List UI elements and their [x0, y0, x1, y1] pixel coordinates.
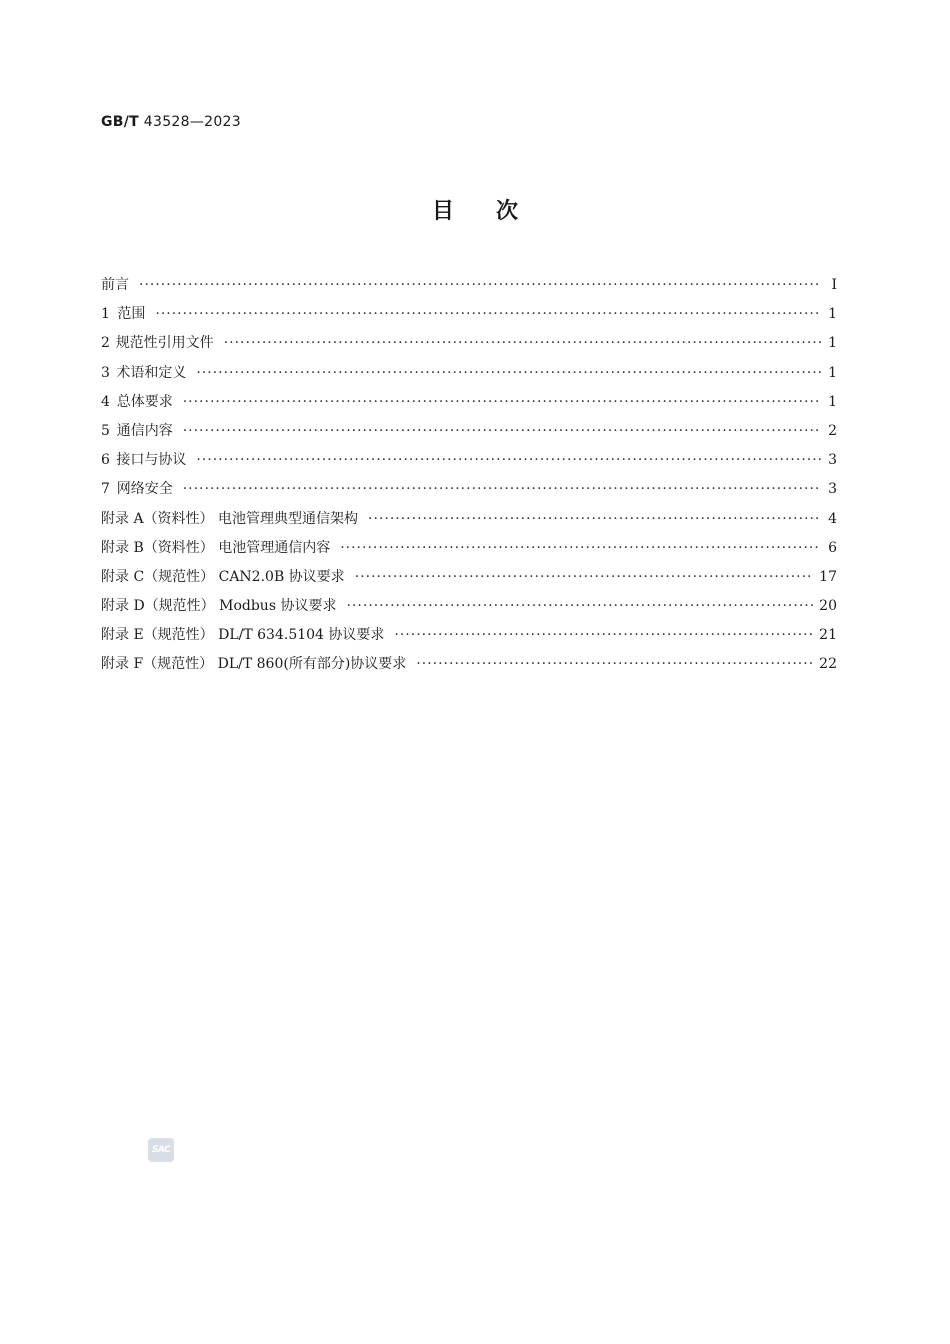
toc-leader-dots: [355, 563, 813, 592]
toc-entry-label: 附录 E（规范性） DL/T 634.5104 协议要求: [101, 627, 385, 644]
toc-entry-label: 规范性引用文件: [115, 335, 214, 352]
toc-leader-dots: [394, 621, 813, 650]
toc-leader-dots: [340, 534, 821, 563]
toc-entry-number: 1: [101, 306, 110, 323]
toc-entry-label: 附录 B（资料性） 电池管理通信内容: [101, 539, 331, 556]
toc-entry-page: 1: [828, 306, 837, 323]
toc-entry-page: 4: [828, 510, 837, 527]
toc-entry-page: 3: [828, 481, 837, 498]
toc-title: 目次: [431, 199, 560, 224]
table-of-contents: [101, 271, 837, 680]
toc-entry-label: 总体要求: [116, 393, 173, 410]
toc-entry-label: 网络安全: [116, 481, 173, 498]
toc-entry-page: 17: [819, 568, 837, 585]
toc-entry-label: 附录 C（规范性） CAN2.0B 协议要求: [101, 568, 345, 585]
toc-leader-dots: [196, 359, 821, 388]
toc-entry-number: 7: [101, 481, 110, 498]
document-code: [101, 114, 241, 130]
toc-entry-foreword[interactable]: [101, 271, 837, 300]
toc-entry-label: 通信内容: [116, 422, 173, 439]
toc-entry-appendix-c[interactable]: [101, 563, 837, 592]
toc-entry-label: 范围: [117, 306, 146, 323]
toc-entry-page: 1: [828, 335, 837, 352]
toc-entry-appendix-d[interactable]: [101, 592, 837, 621]
toc-entry-number: 6: [101, 452, 110, 469]
toc-entry-page: 22: [819, 656, 837, 673]
toc-entry-7[interactable]: [101, 475, 837, 504]
toc-entry-label: 附录 A（资料性） 电池管理典型通信架构: [101, 510, 359, 527]
toc-entry-page: 6: [828, 539, 837, 556]
toc-entry-1[interactable]: [101, 300, 837, 329]
toc-entry-label: 附录 F（规范性） DL/T 860(所有部分)协议要求: [101, 656, 407, 673]
toc-entry-5[interactable]: [101, 417, 837, 446]
document-code-prefix: GB/T: [101, 114, 140, 130]
toc-entry-page: 3: [828, 452, 837, 469]
toc-leader-dots: [196, 446, 821, 475]
toc-entry-page: 2: [828, 422, 837, 439]
toc-leader-dots: [183, 475, 821, 504]
toc-leader-dots: [183, 417, 821, 446]
sac-logo-icon: SAC: [148, 1138, 174, 1162]
toc-leader-dots: [155, 300, 821, 329]
toc-entry-4[interactable]: [101, 388, 837, 417]
toc-entry-appendix-e[interactable]: [101, 621, 837, 650]
toc-entry-6[interactable]: [101, 446, 837, 475]
toc-entry-page: 21: [819, 627, 837, 644]
toc-leader-dots: [224, 329, 821, 358]
toc-entry-appendix-f[interactable]: [101, 650, 837, 679]
toc-leader-dots: [368, 505, 821, 534]
toc-entry-page: 1: [828, 393, 837, 410]
toc-leader-dots: [346, 592, 813, 621]
toc-entry-label: 附录 D（规范性） Modbus 协议要求: [101, 598, 337, 615]
toc-entry-page: 1: [828, 364, 837, 381]
toc-entry-2[interactable]: [101, 329, 837, 358]
toc-entry-number: 3: [101, 364, 110, 381]
toc-leader-dots: [416, 650, 813, 679]
toc-entry-number: 5: [101, 422, 110, 439]
document-code-number: 43528—2023: [139, 114, 241, 130]
toc-entry-appendix-a[interactable]: [101, 505, 837, 534]
toc-leader-dots: [139, 271, 821, 300]
toc-entry-label: 前言: [101, 277, 129, 293]
toc-entry-page: Ⅰ: [831, 277, 837, 293]
toc-entry-label: 接口与协议: [116, 452, 187, 469]
toc-entry-page: 20: [819, 598, 837, 615]
toc-leader-dots: [183, 388, 821, 417]
toc-entry-label: 术语和定义: [116, 364, 187, 381]
toc-entry-appendix-b[interactable]: [101, 534, 837, 563]
toc-entry-3[interactable]: [101, 359, 837, 388]
toc-entry-number: 4: [101, 393, 110, 410]
toc-entry-number: 2: [101, 335, 110, 352]
